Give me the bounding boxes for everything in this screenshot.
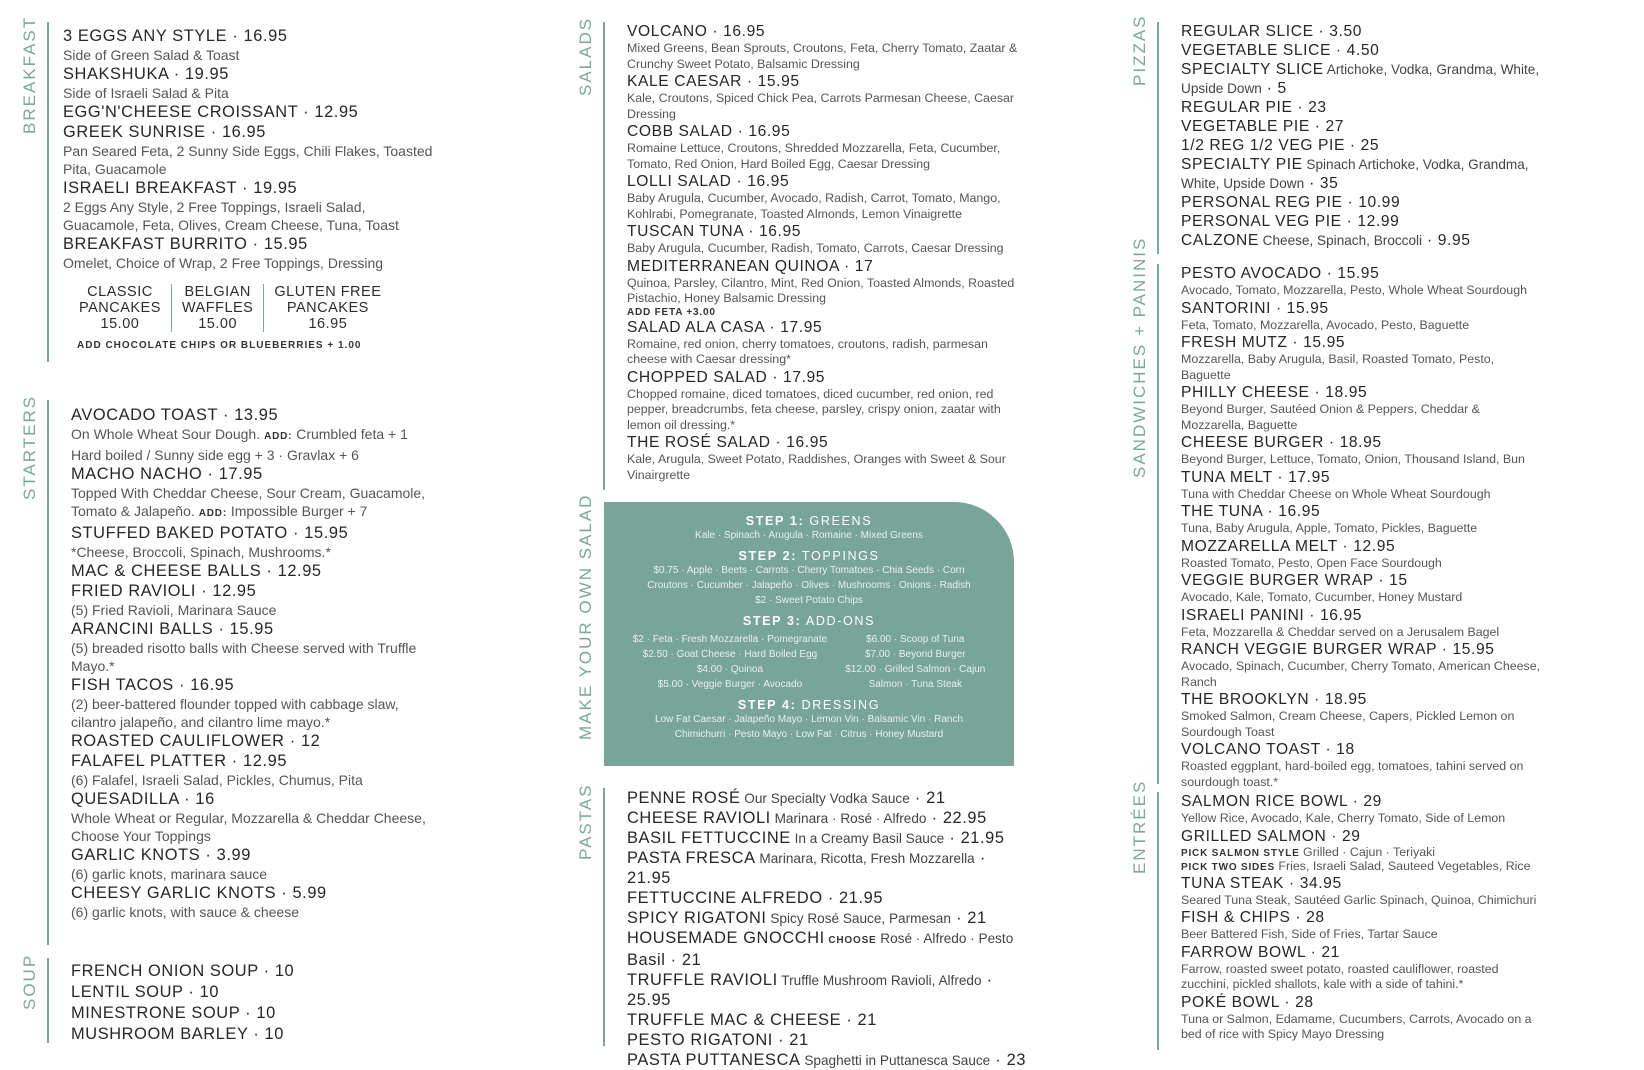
menu-item-description: (2) beer-battered flounder topped with cabbage slaw, cilantro jalapeño, and cilantro lime mayo.* (71, 696, 399, 730)
menu-item-name: FARROW BOWL · 21 (1181, 943, 1340, 961)
pasta-name: TRUFFLE MAC & CHEESE · 21 (627, 1011, 877, 1029)
soup-section (71, 962, 491, 1044)
step2-options-3: $2 · Sweet Potato Chips (755, 595, 863, 606)
soup-item: MUSHROOM BARLEY · 10 (71, 1025, 284, 1043)
pizza-name: REGULAR SLICE · 3.50 (1181, 23, 1362, 40)
pizza-item-continued (1181, 80, 1621, 98)
menu-item-name: ROASTED CAULIFLOWER · 12 (71, 732, 321, 750)
description-text: Topped With Cheddar Cheese, Sour Cream, Guacamole, (71, 485, 426, 501)
pasta-name: BASIL FETTUCCINE (627, 829, 791, 847)
pizza-name: VEGETABLE SLICE · 4.50 (1181, 42, 1380, 59)
pasta-item (627, 789, 1057, 808)
pasta-item (627, 971, 1057, 990)
menu-item-description: Feta, Mozzarella & Cheddar served on a Jerusalem Bagel (1181, 624, 1500, 639)
menu-item-description: Tuna or Salmon, Edamame, Cucumbers, Carrots, Avocado on a bed of rice with Spicy Mayo Dressing (1181, 1011, 1532, 1041)
pizza-item (1181, 156, 1621, 174)
menu-item-description: Quinoa, Parsley, Cilantro, Mint, Red Onion, Toasted Almonds, Roasted Pistachio, Honey Balsamic Dressing (627, 275, 1015, 305)
menu-item-name: QUESADILLA · 16 (71, 790, 215, 808)
breakfast-section (63, 26, 483, 351)
menu-item-name: EGG'N'CHEESE CROISSANT · 12.95 (63, 103, 359, 121)
menu-item-name: TUNA MELT · 17.95 (1181, 468, 1331, 486)
pasta-name: PENNE ROSÉ (627, 789, 741, 807)
pizzas-divider (1157, 22, 1159, 254)
pasta-description: Truffle Mushroom Ravioli, Alfredo (777, 973, 982, 988)
pancake-line1: BELGIAN (184, 284, 251, 300)
menu-item-name: THE ROSÉ SALAD · 16.95 (627, 434, 829, 451)
menu-item-name: VEGGIE BURGER WRAP · 15 (1181, 572, 1408, 589)
add-option: Impossible Burger + 7 (226, 503, 368, 519)
menu-item-description: Feta, Tomato, Mozzarella, Avocado, Pesto, Baguette (1181, 317, 1470, 332)
pastas-section (627, 788, 1057, 1070)
menu-item-name: POKÉ BOWL · 28 (1181, 993, 1314, 1011)
step3-options (604, 632, 1014, 692)
option-values: Fries, Israeli Salad, Sauteed Vegetables, Rice (1274, 858, 1531, 873)
step2-options-2: Croutons · Cucumber · Jalapeño · Olives · Mushrooms · Onions · Radish (647, 580, 971, 591)
pasta-description: Marinara, Ricotta, Fresh Mozzarella (755, 851, 975, 866)
menu-item-name: MAC & CHEESE BALLS · 12.95 (71, 562, 322, 580)
pizza-item (1181, 137, 1621, 155)
pizza-name: CALZONE (1181, 232, 1259, 249)
pasta-item-continued: 25.95 (627, 991, 672, 1009)
pizza-item (1181, 61, 1621, 79)
addon-option: $12.00 · Grilled Salmon · Cajun (845, 664, 986, 675)
menu-item-description: Chopped romaine, diced tomatoes, diced cucumber, red onion, red pepper, breadcrumbs, feta cheese, parsley, crispy onion, zaatar with lemon oil dressing.* (627, 386, 1001, 432)
menu-item-description: (6) Falafel, Israeli Salad, Pickles, Chumus, Pita (71, 772, 363, 788)
pasta-item (627, 1051, 1057, 1070)
pasta-item-continued: 21.95 (627, 869, 672, 887)
pancake-price: 16.95 (308, 316, 348, 332)
menu-item-description: Baby Arugula, Cucumber, Radish, Tomato, Carrots, Caesar Dressing (627, 241, 1004, 255)
menu-item-description: Avocado, Tomato, Mozzarella, Pesto, Whole Wheat Sourdough (1181, 283, 1527, 297)
menu-item-name: AVOCADO TOAST · 13.95 (71, 406, 279, 424)
make-your-own-salad-panel (604, 502, 1014, 766)
menu-item-name: FRESH MUTZ · 15.95 (1181, 334, 1346, 351)
menu-item-name: RANCH VEGGIE BURGER WRAP · 15.95 (1181, 641, 1495, 658)
starters-label: STARTERS (20, 394, 39, 500)
pasta-price: · 21.95 (944, 829, 1005, 847)
menu-item-description (71, 425, 491, 464)
pasta-item (627, 909, 1057, 928)
pancake-price: 15.00 (100, 316, 140, 332)
pizza-name: SPECIALTY SLICE (1181, 61, 1324, 78)
menu-item-name: MEDITERRANEAN QUINOA · 17 (627, 257, 874, 275)
pasta-name: SPICY RIGATONI (627, 909, 767, 927)
addon-option: $2 · Feta · Fresh Mozzarella · Pomegranate (632, 634, 828, 645)
menu-item-name: PHILLY CHEESE · 18.95 (1181, 384, 1368, 401)
pizza-name: REGULAR PIE · 23 (1181, 99, 1327, 116)
pizza-description: White, Upside Down (1181, 176, 1305, 191)
soup-label: SOUP (20, 953, 39, 1010)
menu-item-description (71, 484, 491, 523)
pizza-name: VEGETABLE PIE · 27 (1181, 118, 1345, 135)
pasta-item (627, 929, 1057, 950)
menu-item-name: COBB SALAD · 16.95 (627, 123, 791, 140)
menu-item-name: MOZZARELLA MELT · 12.95 (1181, 537, 1396, 555)
menu-item-name: SALMON RICE BOWL · 29 (1181, 793, 1382, 810)
add-feta-note: ADD FETA +3.00 (627, 306, 716, 318)
pizza-description: Artichoke, Vodka, Grandma, White, (1323, 62, 1540, 77)
menu-item-name: ISRAELI BREAKFAST · 19.95 (63, 179, 298, 197)
menu-item-name: GRILLED SALMON · 29 (1181, 827, 1361, 845)
menu-item-name: TUNA STEAK · 34.95 (1181, 874, 1342, 892)
pizza-price: · 35 (1304, 175, 1339, 192)
breakfast-label: BREAKFAST (20, 15, 39, 134)
pancake-line1: GLUTEN FREE (274, 284, 382, 300)
menu-item-name: 3 EGGS ANY STYLE · 16.95 (63, 27, 288, 45)
pizza-name: SPECIALTY PIE (1181, 156, 1303, 173)
entrees-divider (1157, 792, 1159, 1050)
pancake-options (69, 284, 483, 332)
menu-item-description: Farrow, roasted sweet potato, roasted cauliflower, roasted zucchini, pickled shallots, kale with a side of tahini.* (1181, 961, 1499, 991)
step1-heading: STEP 1: GREENS (745, 514, 873, 528)
addon-option: Salmon · Tuna Steak (868, 679, 962, 690)
menu-item-name: GARLIC KNOTS · 3.99 (71, 846, 251, 864)
pizza-item-continued (1181, 175, 1621, 193)
pizza-description: Upside Down (1181, 81, 1262, 96)
menu-item-description: Whole Wheat or Regular, Mozzarella & Cheddar Cheese, Choose Your Toppings (71, 810, 426, 844)
pasta-item (627, 809, 1057, 828)
pizza-name: PERSONAL REG PIE · 10.99 (1181, 194, 1401, 211)
salads-divider (603, 22, 605, 490)
starters-divider (47, 400, 49, 945)
pancake-option (171, 284, 263, 332)
menu-item-name: FISH TACOS · 16.95 (71, 676, 235, 694)
sandwiches-label: SANDWICHES + PANINIS (1130, 236, 1149, 478)
starters-section (71, 405, 491, 921)
salads-label: SALADS (576, 16, 595, 96)
addon-option: $5.00 · Veggie Burger · Avocado (657, 679, 803, 690)
pasta-name: PASTA PUTTANESCA (627, 1051, 801, 1069)
pasta-price: · 23 (990, 1051, 1027, 1069)
pizza-price: · 9.95 (1422, 232, 1471, 249)
menu-item-description: Roasted Tomato, Pesto, Open Face Sourdough (1181, 555, 1442, 570)
pizza-price: · 5 (1261, 80, 1287, 97)
pastas-label: PASTAS (576, 783, 595, 860)
step4-heading: STEP 4: DRESSING (737, 698, 881, 712)
pizza-item (1181, 232, 1621, 250)
pastas-divider (603, 788, 605, 1046)
pizza-item (1181, 118, 1621, 136)
pasta-item (627, 889, 1057, 908)
step2-heading: STEP 2: TOPPINGS (738, 549, 880, 563)
pasta-item-continued: Basil · 21 (627, 951, 702, 969)
step3-heading: STEP 3: ADD-ONS (742, 614, 876, 628)
breakfast-note: ADD CHOCOLATE CHIPS OR BLUEBERRIES + 1.00 (77, 340, 362, 351)
menu-item-description: Beer Battered Fish, Side of Fries, Tartar Sauce (1181, 927, 1438, 941)
pancake-line2: WAFFLES (181, 300, 254, 316)
pancake-price: 15.00 (198, 316, 238, 332)
pizza-description: Cheese, Spinach, Broccoli (1258, 233, 1423, 248)
step2-options-1: $0.75 · Apple · Beets · Carrots · Cherry Tomatoes · Chia Seeds · Corn (653, 565, 965, 576)
menu-item-name: STUFFED BAKED POTATO · 15.95 (71, 524, 349, 542)
menu-item-name: SANTORINI · 15.95 (1181, 299, 1329, 317)
sandwiches-section (1181, 264, 1621, 790)
sandwiches-divider (1157, 264, 1159, 784)
menu-item-description: Side of Green Salad & Toast (63, 47, 240, 63)
menu-item-description: (5) breaded risotto balls with Cheese served with Truffle Mayo.* (71, 640, 417, 674)
description-text: Tomato & Jalapeño. (71, 503, 195, 519)
pasta-name: TRUFFLE RAVIOLI (627, 971, 778, 989)
pancake-option (263, 284, 391, 332)
menu-item-description: Omelet, Choice of Wrap, 2 Free Toppings, Dressing (63, 255, 384, 271)
menu-item-description: Smoked Salmon, Cream Cheese, Capers, Pickled Lemon on Sourdough Toast (1181, 709, 1515, 739)
menu-item-description: Avocado, Kale, Tomato, Cucumber, Honey Mustard (1181, 590, 1463, 604)
menu-item-description: Pan Seared Feta, 2 Sunny Side Eggs, Chili Flakes, Toasted Pita, Guacamole (63, 143, 433, 177)
menu-item-name: THE BROOKLYN · 18.95 (1181, 691, 1367, 708)
pancake-line2: PANCAKES (286, 300, 369, 316)
option-label: PICK SALMON STYLE (1181, 847, 1300, 859)
option-label: PICK TWO SIDES (1181, 861, 1275, 873)
menu-item-name: ISRAELI PANINI · 16.95 (1181, 606, 1363, 624)
pasta-description: Spaghetti in Puttanesca Sauce (800, 1053, 991, 1068)
menu-item-name: TUSCAN TUNA · 16.95 (627, 223, 802, 240)
pasta-description: Rosé · Alfredo · Pesto (876, 931, 1014, 946)
pizza-item (1181, 99, 1621, 117)
addon-option: $2.50 · Goat Cheese · Hard Boiled Egg (642, 649, 818, 660)
addon-option: $6.00 · Scoop of Tuna (866, 634, 965, 645)
menu-item-description: Yellow Rice, Avocado, Kale, Cherry Tomato, Side of Lemon (1181, 811, 1506, 825)
soup-item: LENTIL SOUP · 10 (71, 983, 220, 1001)
pasta-description: Marinara · Rosé · Alfredo (770, 811, 927, 826)
menu-item-description: Seared Tuna Steak, Sautéed Garlic Spinach, Quinoa, Chimichuri (1181, 892, 1537, 907)
menu-item-description: Mixed Greens, Bean Sprouts, Croutons, Feta, Cherry Tomato, Zaatar & Crunchy Sweet Potato, Balsamic Dressing (627, 41, 1018, 71)
pasta-name: PESTO RIGATONI · 21 (627, 1031, 809, 1049)
pasta-price: · (981, 971, 993, 989)
menu-item-name: SALAD ALA CASA · 17.95 (627, 318, 823, 336)
menu-item-name: FALAFEL PLATTER · 12.95 (71, 752, 288, 770)
step1-options: Kale · Spinach · Arugula · Romaine · Mixed Greens (695, 530, 923, 541)
pizza-name: PERSONAL VEG PIE · 12.99 (1181, 213, 1400, 230)
pasta-name: PASTA FRESCA (627, 849, 756, 867)
menu-item-name: GREEK SUNRISE · 16.95 (63, 123, 266, 141)
pancake-line1: CLASSIC (87, 284, 153, 300)
menu-item-description: Roasted eggplant, hard-boiled egg, tomatoes, tahini served on sourdough toast.* (1181, 759, 1524, 789)
pancake-line2: PANCAKES (79, 300, 161, 316)
menu-item-description: Beyond Burger, Lettuce, Tomato, Onion, Thousand Island, Bun (1181, 452, 1525, 466)
add-label: ADD: (264, 431, 293, 442)
menu-item-description: *Cheese, Broccoli, Spinach, Mushrooms.* (71, 544, 331, 560)
soup-item: FRENCH ONION SOUP · 10 (71, 962, 295, 980)
pasta-item (627, 829, 1057, 848)
entree-option (1181, 860, 1621, 874)
menu-item-name: CHEESE BURGER · 18.95 (1181, 434, 1382, 451)
pasta-name: HOUSEMADE GNOCCHI (627, 929, 825, 947)
menu-item-description: Tuna, Baby Arugula, Apple, Tomato, Pickles, Baguette (1181, 521, 1478, 535)
pizza-name: 1/2 REG 1/2 VEG PIE · 25 (1181, 137, 1380, 154)
pizzas-label: PIZZAS (1130, 14, 1149, 86)
step4-options-1: Low Fat Caesar · Jalapeño Mayo · Lemon Vin · Balsamic Vin · Ranch (654, 714, 964, 725)
pizza-item (1181, 194, 1621, 212)
pizza-item (1181, 42, 1621, 60)
menu-item-name: FRIED RAVIOLI · 12.95 (71, 582, 257, 600)
menu-item-description: Kale, Arugula, Sweet Potato, Raddishes, Oranges with Sweet & Sour Vinairgrette (627, 452, 1006, 482)
addon-option: $4.00 · Quinoa (696, 664, 764, 675)
pasta-item (627, 1031, 1057, 1050)
pasta-price: · 21 (909, 789, 946, 807)
menu-item-name: THE TUNA · 16.95 (1181, 503, 1321, 520)
soup-divider (47, 958, 49, 1043)
menu-item-description: Side of Israeli Salad & Pita (63, 85, 229, 101)
pizza-item (1181, 23, 1621, 41)
description-text: On Whole Wheat Sour Dough. (71, 426, 261, 442)
menu-item-name: ARANCINI BALLS · 15.95 (71, 620, 274, 638)
pasta-item (627, 849, 1057, 868)
menu-item-description: (5) Fried Ravioli, Marinara Sauce (71, 602, 277, 618)
menu-item-name: PESTO AVOCADO · 15.95 (1181, 265, 1380, 282)
pasta-price: · 22.95 (926, 809, 987, 827)
menu-item-description: Romaine, red onion, cherry tomatoes, croutons, radish, parmesan cheese with Caesar dressing* (627, 336, 988, 366)
pasta-description: Our Specialty Vodka Sauce (740, 791, 910, 806)
description-text: Hard boiled / Sunny side egg + 3 · Gravlax + 6 (71, 447, 359, 463)
menu-item-name: LOLLI SALAD · 16.95 (627, 173, 790, 190)
menu-item-description: Mozzarella, Baby Arugula, Basil, Roasted Tomato, Pesto, Baguette (1181, 352, 1495, 382)
make-your-own-salad-label: MAKE YOUR OWN SALAD (576, 493, 595, 740)
pasta-description: In a Creamy Basil Sauce (790, 831, 945, 846)
menu-item-name: VOLCANO · 16.95 (627, 23, 766, 40)
pasta-name: FETTUCCINE ALFREDO · 21.95 (627, 889, 884, 907)
menu-item-description: Baby Arugula, Cucumber, Avocado, Radish, Carrot, Tomato, Mango, Kohlrabi, Pomegranate, Toasted Almonds, Lemon Vinaigrette (627, 191, 1001, 221)
pizza-item (1181, 213, 1621, 231)
menu-item-name: MACHO NACHO · 17.95 (71, 465, 263, 483)
add-option: Crumbled feta + 1 (292, 426, 408, 442)
menu-item-name: SHAKSHUKA · 19.95 (63, 65, 229, 83)
pasta-name: CHEESE RAVIOLI (627, 809, 771, 827)
choose-label: CHOOSE (824, 935, 877, 946)
step4-options-2: Chimichurri · Pesto Mayo · Low Fat · Citrus · Honey Mustard (674, 729, 944, 740)
menu-item-name: CHEESY GARLIC KNOTS · 5.99 (71, 884, 327, 902)
pasta-price: · 21 (950, 909, 987, 927)
addon-option: $7.00 · Beyond Burger (864, 649, 966, 660)
pizzas-section (1181, 22, 1621, 250)
menu-item-description: Tuna with Cheddar Cheese on Whole Wheat Sourdough (1181, 486, 1491, 501)
add-label: ADD: (198, 508, 227, 519)
salads-section (627, 22, 1047, 483)
menu-item-description: (6) garlic knots, marinara sauce (71, 866, 268, 882)
pasta-item (627, 1011, 1057, 1030)
menu-item-name: CHOPPED SALAD · 17.95 (627, 368, 826, 386)
menu-item-name: VOLCANO TOAST · 18 (1181, 741, 1355, 758)
soup-item: MINESTRONE SOUP · 10 (71, 1004, 276, 1022)
menu-item-description: (6) garlic knots, with sauce & cheese (71, 904, 299, 920)
pizza-description: Spinach Artichoke, Vodka, Grandma, (1302, 157, 1529, 172)
pasta-price: · (974, 849, 986, 867)
menu-item-name: KALE CAESAR · 15.95 (627, 73, 800, 90)
menu-item-name: FISH & CHIPS · 28 (1181, 909, 1325, 926)
entrees-label: ENTRÉES (1130, 779, 1149, 874)
entree-option (1181, 846, 1621, 860)
menu-item-name: BREAKFAST BURRITO · 15.95 (63, 235, 308, 253)
menu-item-description: Avocado, Spinach, Cucumber, Cherry Tomato, American Cheese, Ranch (1181, 659, 1541, 689)
pasta-description: Spicy Rosé Sauce, Parmesan (766, 911, 951, 926)
menu-item-description: Romaine Lettuce, Croutons, Shredded Mozzarella, Feta, Cucumber, Tomato, Red Onion, Hard Boiled Egg, Caesar Dressing (627, 141, 1001, 171)
menu-item-description: Beyond Burger, Sautéed Onion & Peppers, Cheddar & Mozzarella, Baguette (1181, 402, 1480, 432)
pancake-option (69, 284, 171, 332)
menu-item-description: 2 Eggs Any Style, 2 Free Toppings, Israeli Salad, Guacamole, Feta, Olives, Cream Cheese, Tuna, Toast (63, 199, 399, 233)
entrees-section (1181, 792, 1621, 1043)
option-values: Grilled · Cajun · Teriyaki (1299, 844, 1436, 859)
breakfast-divider (47, 22, 49, 362)
menu-item-description: Kale, Croutons, Spiced Chick Pea, Carrots Parmesan Cheese, Caesar Dressing (627, 91, 1015, 121)
